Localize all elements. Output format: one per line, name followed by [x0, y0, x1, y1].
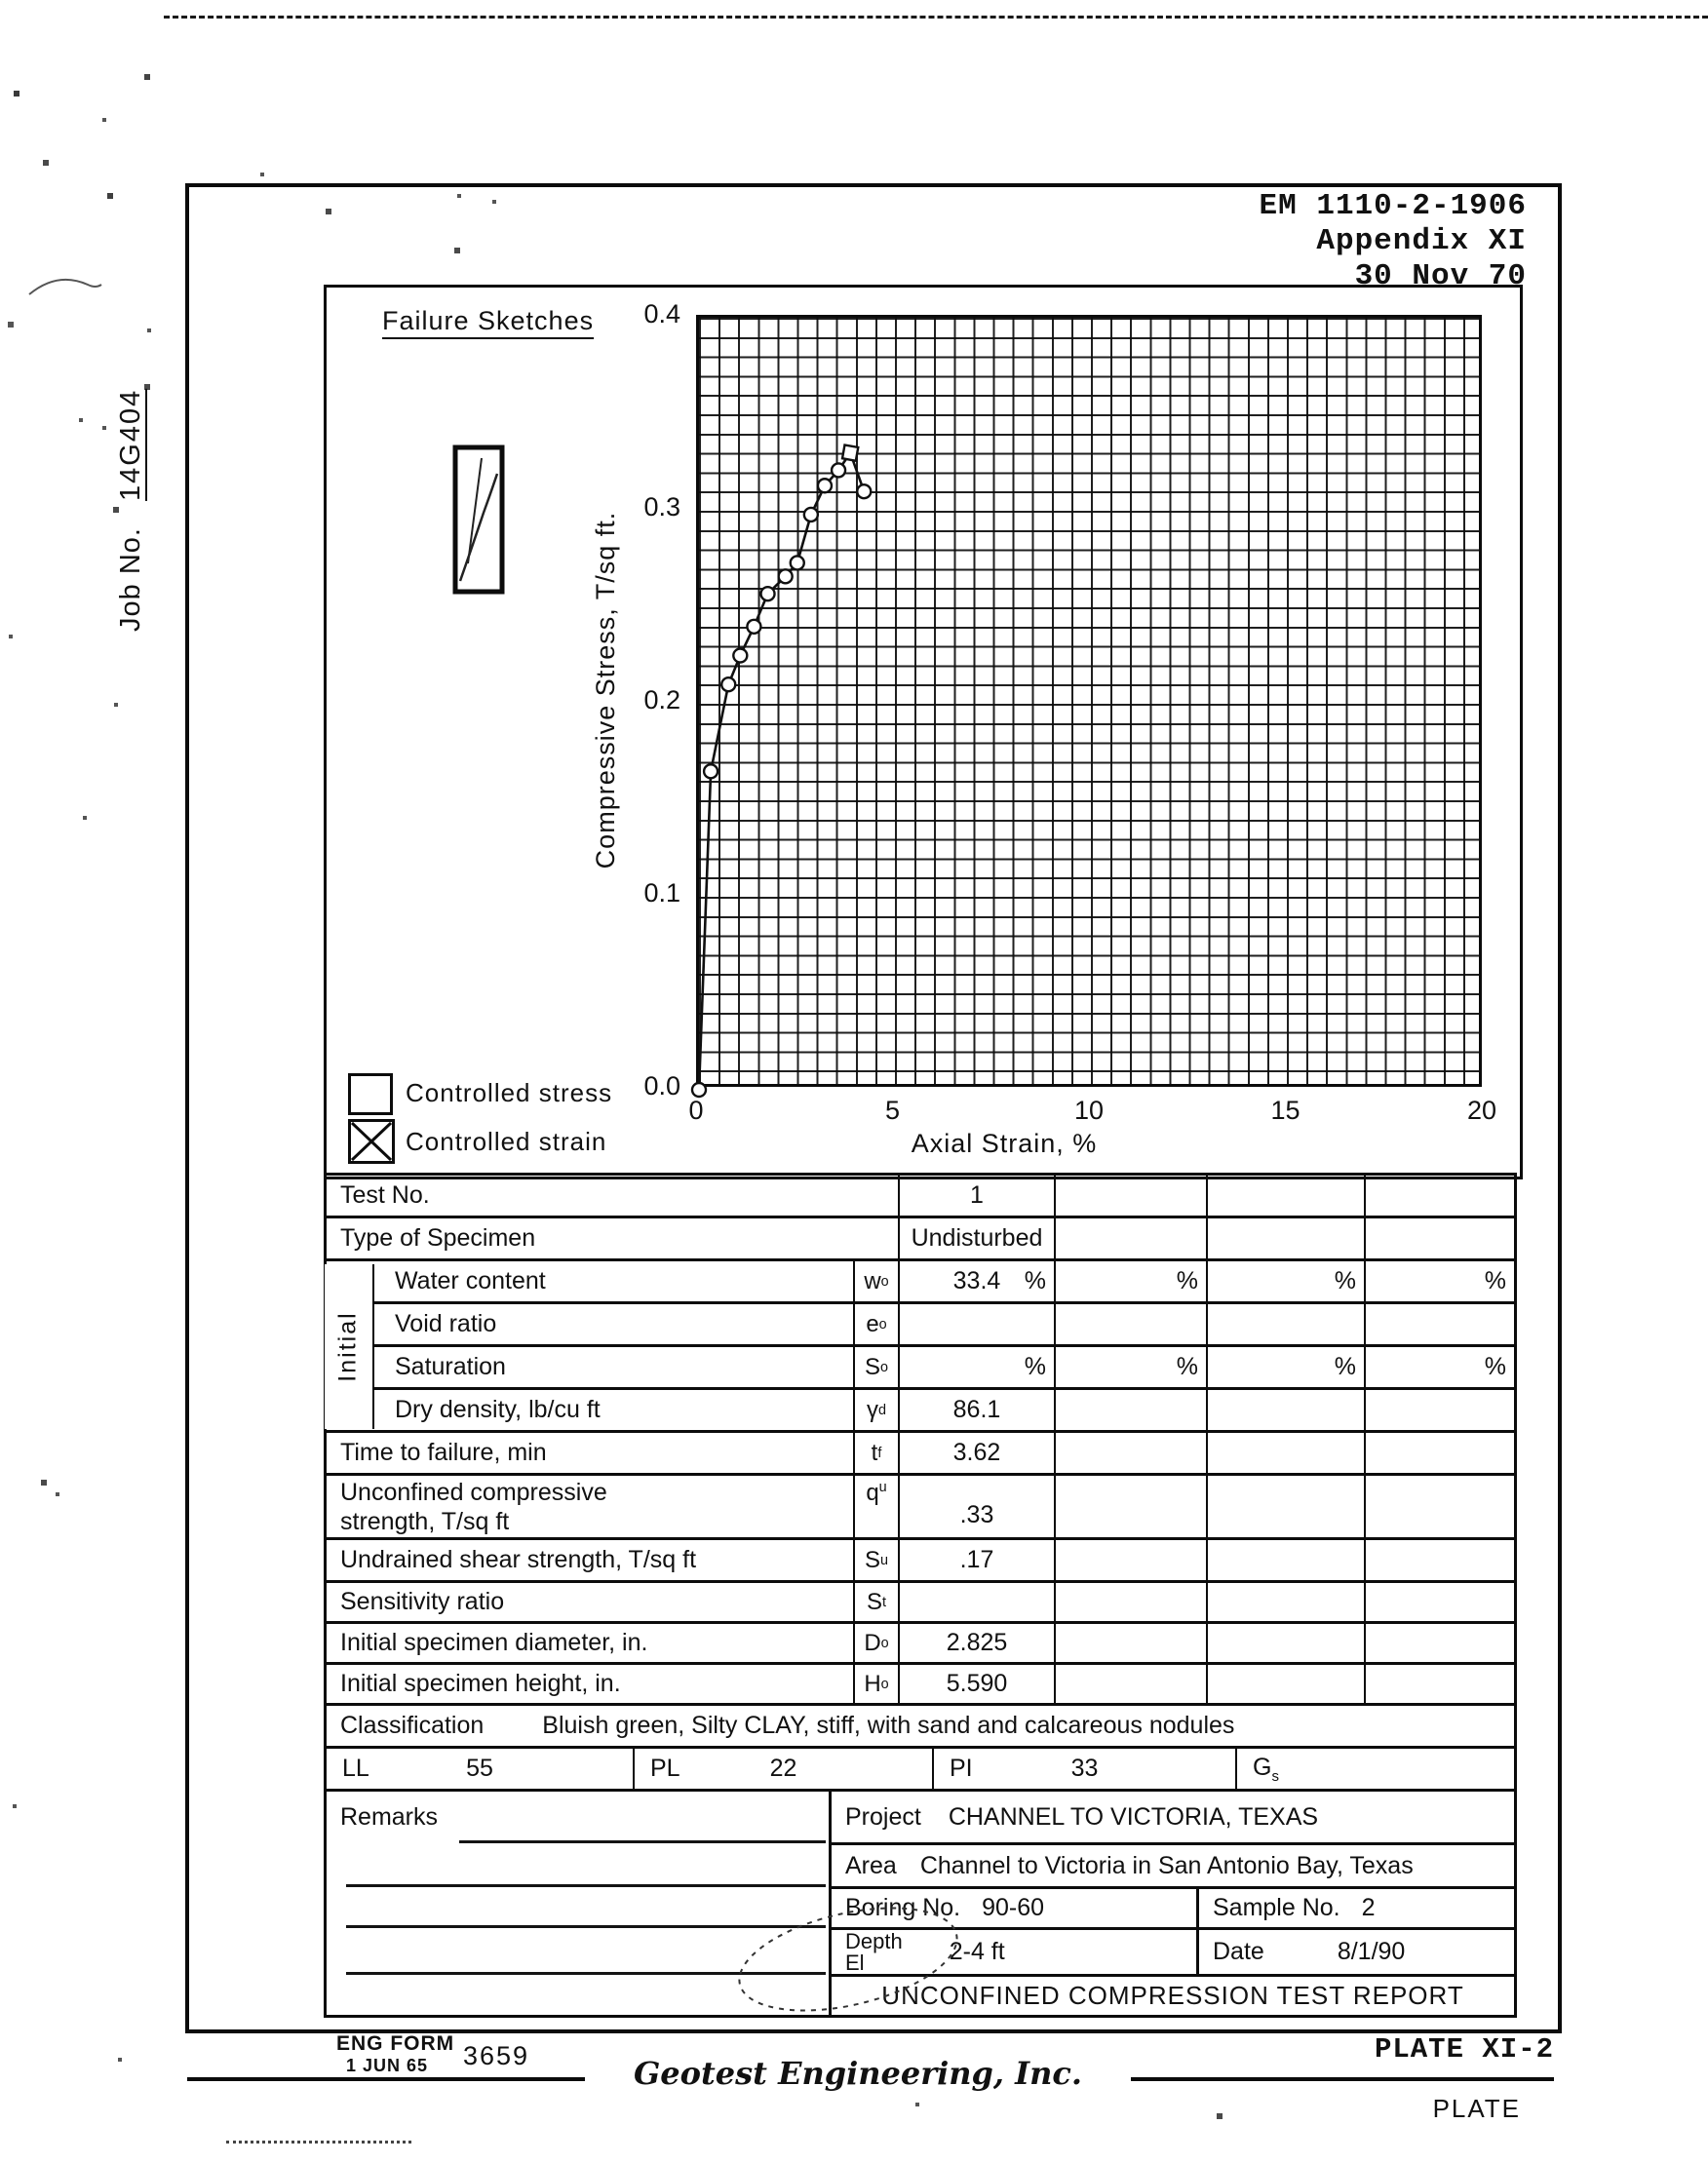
value-cell	[1364, 1665, 1514, 1703]
value-cell	[1054, 1624, 1206, 1662]
depth-label-line2: El	[845, 1950, 865, 1975]
cell-value: .33	[959, 1501, 994, 1528]
row-symbol	[853, 1390, 898, 1430]
row-label-line1: Unconfined compressive	[340, 1478, 607, 1506]
row-label: Type of Specimen	[340, 1224, 536, 1252]
symbol-subscript: o	[880, 1676, 889, 1692]
y-tick-label: 0.1	[643, 878, 680, 908]
checkbox-x-mark-icon	[351, 1122, 392, 1161]
row-values	[898, 1176, 1514, 1216]
value-cell	[1054, 1347, 1206, 1387]
cell-value: 5.590	[946, 1670, 1008, 1697]
row-symbol	[853, 1540, 898, 1580]
symbol-subscript: o	[880, 1359, 889, 1375]
value-cell	[1054, 1304, 1206, 1344]
cell-value: 86.1	[952, 1396, 1001, 1423]
atterberg-pl	[633, 1749, 932, 1789]
project-value: CHANNEL TO VICTORIA, TEXAS	[948, 1802, 1319, 1831]
table-row-initial-height	[327, 1665, 1514, 1706]
row-symbol	[853, 1624, 898, 1662]
percent-sign: %	[1334, 1267, 1356, 1294]
hand-drawn-circle-annotation	[723, 1895, 973, 2026]
boring-label: Boring No.	[845, 1894, 961, 1921]
value-cell	[898, 1218, 1054, 1258]
row-symbol	[853, 1665, 898, 1703]
atterberg-pi	[932, 1749, 1235, 1789]
x-tick-label: 15	[1270, 1096, 1300, 1125]
job-number-value: 14G404	[115, 388, 146, 501]
eng-form-stamp	[336, 2033, 454, 2076]
row-values	[898, 1624, 1514, 1662]
pl-value: 22	[769, 1755, 797, 1782]
value-cell	[1054, 1261, 1206, 1301]
date-value: 8/1/90	[1337, 1938, 1406, 1965]
table-row-specimen-type	[327, 1218, 1514, 1261]
percent-sign: %	[1484, 1267, 1506, 1294]
area-row	[832, 1845, 1514, 1889]
value-cell	[898, 1390, 1054, 1430]
value-cell	[1206, 1176, 1364, 1216]
symbol-subscript: t	[882, 1594, 886, 1610]
eng-form-line2: 1 JUN 65	[346, 2056, 429, 2075]
symbol-letter: S	[866, 1588, 882, 1615]
table-row-unconfined-strength	[327, 1476, 1514, 1540]
value-cell	[1054, 1583, 1206, 1621]
remarks-blank-line	[459, 1840, 826, 1843]
value-cell	[1206, 1433, 1364, 1473]
value-cell	[1206, 1390, 1364, 1430]
remarks-blank-line	[346, 1884, 826, 1887]
project-row	[832, 1792, 1514, 1845]
value-cell	[1054, 1390, 1206, 1430]
header-manual-number: EM 1110-2-1906	[1259, 189, 1527, 223]
value-cell	[1054, 1476, 1206, 1537]
row-label	[327, 1476, 853, 1537]
row-values	[898, 1218, 1514, 1258]
row-label: Initial specimen diameter, in.	[340, 1629, 648, 1656]
row-values	[898, 1390, 1514, 1430]
table-row-time-to-failure	[327, 1433, 1514, 1476]
value-cell	[1364, 1540, 1514, 1580]
remarks-label: Remarks	[340, 1803, 439, 1831]
row-symbol	[853, 1433, 898, 1473]
controlled-stress-checkbox	[348, 1073, 393, 1115]
stress-strain-plot	[696, 315, 1482, 1087]
symbol-letter: γ	[866, 1396, 878, 1423]
row-symbol	[853, 1476, 898, 1537]
classification-label: Classification	[340, 1712, 485, 1739]
job-number-vertical	[115, 212, 147, 632]
y-axis-label: Compressive Stress, T/sq ft.	[591, 511, 620, 869]
row-label: Initial specimen height, in.	[340, 1670, 621, 1697]
table-row-void-ratio	[327, 1304, 1514, 1347]
percent-sign: %	[1024, 1353, 1046, 1380]
row-values	[898, 1433, 1514, 1473]
symbol-letter: S	[864, 1546, 880, 1573]
depth-value: 2-4 ft	[949, 1938, 1005, 1965]
report-title: UNCONFINED COMPRESSION TEST REPORT	[881, 1981, 1464, 2010]
symbol-subscript: u	[880, 1552, 889, 1568]
table-row-dry-density	[327, 1390, 1514, 1433]
x-tick-label: 5	[884, 1096, 901, 1125]
date-cell	[1196, 1930, 1514, 1974]
row-label: Time to failure, min	[340, 1439, 547, 1466]
x-tick-label: 10	[1073, 1096, 1105, 1125]
row-label: Undrained shear strength, T/sq ft	[340, 1546, 697, 1573]
company-name: Geotest Engineering, Inc.	[633, 2055, 1083, 2092]
table-row-sensitivity	[327, 1583, 1514, 1624]
value-cell	[1364, 1304, 1514, 1344]
footer-rule-left	[187, 2077, 585, 2081]
pen-squiggle	[23, 265, 111, 314]
value-cell	[1206, 1540, 1364, 1580]
eng-form-number: 3659	[463, 2041, 530, 2070]
table-row-atterberg	[327, 1749, 1514, 1792]
header-appendix: Appendix XI	[1316, 224, 1527, 258]
value-cell	[898, 1176, 1054, 1216]
controlled-stress-label: Controlled stress	[406, 1078, 613, 1107]
symbol-letter: t	[871, 1439, 878, 1466]
value-cell	[1054, 1433, 1206, 1473]
header-date: 30 Nov 70	[1354, 259, 1527, 293]
row-label: Test No.	[340, 1181, 430, 1209]
row-label: Water content	[395, 1267, 546, 1294]
value-cell	[1364, 1347, 1514, 1387]
value-cell	[1364, 1624, 1514, 1662]
cell-value: 2.825	[946, 1629, 1008, 1656]
table-row-water-content	[327, 1261, 1514, 1304]
cell-value: Undisturbed	[911, 1224, 1043, 1252]
ll-value: 55	[466, 1755, 493, 1782]
test-results-table	[324, 1173, 1517, 2018]
value-cell	[1206, 1624, 1364, 1662]
cell-value: .17	[959, 1546, 994, 1573]
x-axis-label: Axial Strain, %	[911, 1129, 1098, 1158]
cell-value: 33.4	[952, 1267, 1001, 1294]
row-symbol	[853, 1261, 898, 1301]
value-cell	[1206, 1261, 1364, 1301]
value-cell	[898, 1665, 1054, 1703]
initial-group-label	[325, 1264, 374, 1429]
table-row-classification	[327, 1706, 1514, 1749]
gs-letter: G	[1253, 1753, 1272, 1781]
percent-sign: %	[1334, 1353, 1356, 1380]
value-cell	[898, 1433, 1054, 1473]
classification-value: Bluish green, Silty CLAY, stiff, with sand and calcareous nodules	[542, 1712, 1235, 1739]
row-symbol	[853, 1583, 898, 1621]
row-label-line2: strength, T/sq ft	[340, 1507, 510, 1535]
value-cell	[898, 1583, 1054, 1621]
sample-cell	[1196, 1889, 1514, 1927]
sample-value: 2	[1361, 1894, 1376, 1921]
row-symbol	[853, 1304, 898, 1344]
atterberg-gs	[1235, 1749, 1514, 1789]
table-row-test-no	[327, 1176, 1514, 1218]
footer-rule-right	[1131, 2077, 1554, 2081]
boring-value: 90-60	[982, 1894, 1045, 1921]
value-cell	[898, 1304, 1054, 1344]
value-cell	[1364, 1476, 1514, 1537]
value-cell	[1054, 1218, 1206, 1258]
row-values	[898, 1665, 1514, 1703]
pl-label: PL	[650, 1755, 680, 1782]
date-label: Date	[1213, 1938, 1264, 1965]
symbol-subscript: f	[877, 1445, 882, 1461]
stress-strain-curve	[699, 318, 1485, 1090]
symbol-letter: e	[866, 1310, 879, 1337]
value-cell	[898, 1261, 1054, 1301]
area-label: Area	[845, 1851, 897, 1879]
row-label: Dry density, lb/cu ft	[395, 1396, 601, 1423]
value-cell	[1364, 1390, 1514, 1430]
pi-label: PI	[950, 1755, 973, 1782]
atterberg-ll	[327, 1749, 633, 1789]
percent-sign: %	[1176, 1353, 1198, 1380]
y-tick-label: 0.2	[643, 685, 680, 715]
percent-sign: %	[1176, 1267, 1198, 1294]
row-label: Saturation	[395, 1353, 506, 1380]
value-cell	[1206, 1304, 1364, 1344]
gs-label	[1237, 1754, 1279, 1785]
symbol-subscript: o	[880, 1273, 889, 1290]
symbol-letter: H	[864, 1670, 881, 1697]
controlled-strain-label: Controlled strain	[406, 1127, 607, 1156]
value-cell	[898, 1624, 1054, 1662]
controlled-strain-checkbox	[348, 1119, 395, 1164]
symbol-letter: w	[864, 1267, 881, 1294]
row-values	[898, 1583, 1514, 1621]
value-cell	[1206, 1218, 1364, 1258]
value-cell	[1206, 1476, 1364, 1537]
initial-label-text: Initial	[334, 1311, 362, 1382]
value-cell	[1364, 1583, 1514, 1621]
value-cell	[898, 1540, 1054, 1580]
eng-form-line1: ENG FORM	[336, 2032, 455, 2055]
row-symbol	[853, 1347, 898, 1387]
value-cell	[1364, 1433, 1514, 1473]
table-row-undrained-strength	[327, 1540, 1514, 1583]
table-row-saturation	[327, 1347, 1514, 1390]
value-cell	[1206, 1583, 1364, 1621]
row-values	[898, 1476, 1514, 1537]
percent-sign: %	[1484, 1353, 1506, 1380]
percent-sign: %	[1024, 1267, 1046, 1294]
y-tick-label: 0.0	[643, 1071, 680, 1101]
symbol-letter: q	[866, 1480, 879, 1506]
depth-label-line1: Depth	[845, 1928, 903, 1953]
page-top-rule	[164, 16, 1708, 19]
symbol-letter: D	[864, 1629, 881, 1656]
symbol-letter: S	[864, 1353, 880, 1380]
y-tick-label: 0.3	[643, 492, 680, 521]
plate-word: PLATE	[1432, 2094, 1521, 2123]
job-label: Job No.	[115, 527, 146, 632]
photocopy-marks	[226, 2141, 411, 2144]
document-header	[1072, 189, 1527, 294]
gs-subscript: s	[1271, 1767, 1279, 1785]
x-tick-label: 20	[1466, 1096, 1497, 1125]
failure-sketches-title: Failure Sketches	[382, 306, 595, 335]
y-tick-label: 0.4	[643, 299, 680, 328]
symbol-subscript: u	[878, 1480, 887, 1495]
row-values	[898, 1347, 1514, 1387]
value-cell	[1054, 1176, 1206, 1216]
value-cell	[1054, 1665, 1206, 1703]
value-cell	[898, 1347, 1054, 1387]
row-values	[898, 1540, 1514, 1580]
area-value: Channel to Victoria in San Antonio Bay, Texas	[919, 1851, 1414, 1879]
value-cell	[1206, 1665, 1364, 1703]
symbol-subscript: o	[878, 1316, 887, 1333]
pi-value: 33	[1070, 1755, 1099, 1782]
x-tick-label: 0	[688, 1096, 704, 1125]
value-cell	[1364, 1261, 1514, 1301]
value-cell	[1206, 1347, 1364, 1387]
row-label: Sensitivity ratio	[340, 1588, 505, 1615]
value-cell	[898, 1476, 1054, 1537]
value-cell	[1054, 1540, 1206, 1580]
failure-specimen-sketch	[452, 444, 505, 595]
plate-number: PLATE XI-2	[1374, 2033, 1554, 2066]
project-label: Project	[845, 1802, 921, 1831]
ll-label: LL	[342, 1755, 369, 1782]
cell-value: 3.62	[952, 1439, 1001, 1466]
table-row-initial-diameter	[327, 1624, 1514, 1665]
cell-value: 1	[970, 1181, 984, 1209]
sample-label: Sample No.	[1213, 1894, 1340, 1921]
value-cell	[1364, 1176, 1514, 1216]
row-label: Void ratio	[395, 1310, 497, 1337]
value-cell	[1364, 1218, 1514, 1258]
symbol-subscript: d	[877, 1402, 886, 1418]
symbol-subscript: o	[880, 1635, 889, 1651]
row-values	[898, 1304, 1514, 1344]
photocopy-speckles	[0, 0, 2, 2]
row-values	[898, 1261, 1514, 1301]
